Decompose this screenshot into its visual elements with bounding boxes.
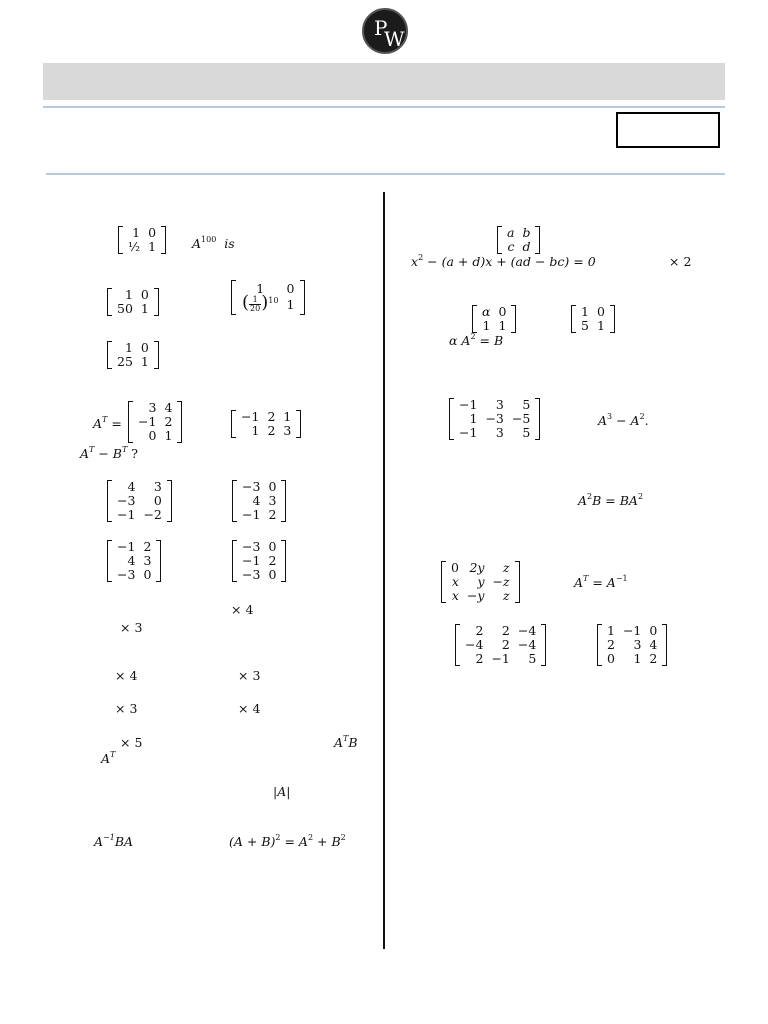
pw-logo	[362, 8, 408, 54]
cell: 0	[140, 287, 149, 302]
cell: 2	[164, 414, 173, 429]
cell: 2	[475, 623, 484, 638]
q2-at-matrix	[128, 401, 182, 443]
cell: −1	[117, 507, 136, 522]
cell: 1	[581, 304, 589, 319]
cell: 1	[132, 225, 141, 240]
cell: −1	[241, 409, 260, 424]
cell: 0	[140, 340, 149, 355]
cell: b	[522, 225, 531, 240]
cell: 1	[482, 318, 491, 333]
cell: 1	[140, 354, 149, 369]
cell: 1	[596, 318, 605, 333]
cell: 2	[607, 637, 615, 652]
cell: −3	[242, 479, 261, 494]
cell: 2	[501, 637, 510, 652]
r2-relation: α $A^2 = B$	[449, 332, 504, 348]
cell: x	[451, 588, 459, 603]
q4-at: $A^T$	[101, 750, 116, 766]
r5-option-b-matrix	[597, 624, 667, 666]
cell: −y	[466, 588, 485, 603]
r5-condition: $A^T = A^{-1}$	[574, 574, 628, 590]
cell: x	[451, 574, 459, 589]
r5-option-a-matrix	[455, 624, 546, 666]
cell: 1	[140, 301, 149, 316]
cell: 1	[283, 409, 292, 424]
r2-matrix-alpha	[472, 305, 516, 333]
cell: 1	[498, 318, 507, 333]
q1-option-c-matrix	[107, 341, 159, 369]
cell: 2	[268, 553, 277, 568]
cell: 3	[148, 400, 157, 415]
cell: −3	[242, 539, 261, 554]
q4-atb: $A^TB$	[334, 734, 358, 750]
cell: 2	[267, 409, 276, 424]
cell: 4	[164, 400, 173, 415]
q3-option-b-order1: × 3	[238, 668, 261, 683]
cell: 4	[649, 637, 658, 652]
cell: 0	[596, 304, 605, 319]
cell: −1	[242, 507, 261, 522]
cell: −z	[492, 574, 510, 589]
cell: α	[482, 304, 491, 319]
cell: 4	[127, 479, 136, 494]
q4-order-x5: × 5	[120, 735, 143, 750]
cell: 1	[469, 411, 478, 426]
cell: 1	[286, 296, 295, 312]
q1-matrix	[118, 226, 166, 254]
cell: 3	[143, 553, 152, 568]
cell: 1	[148, 239, 157, 254]
cell: 2	[143, 539, 152, 554]
r2-matrix-b	[571, 305, 615, 333]
cell: 5	[522, 397, 531, 412]
q2-option-d-matrix	[232, 540, 286, 582]
cell: ½	[128, 239, 141, 254]
cell: 5	[581, 318, 589, 333]
cell: −3	[117, 493, 136, 508]
cell: −1	[459, 397, 478, 412]
cell: d	[522, 239, 531, 254]
cell: z	[502, 588, 510, 603]
q3-option-a-order1: × 4	[115, 668, 138, 683]
q2-option-a-matrix	[107, 480, 172, 522]
cell: 1	[124, 287, 133, 302]
cell: −1	[117, 539, 136, 554]
q6-inverse-expression: $A^{-1}BA$	[94, 833, 134, 849]
cell: −1	[622, 623, 642, 638]
cell: −1	[138, 414, 157, 429]
cell: 1	[633, 651, 642, 666]
cell: 4	[127, 553, 136, 568]
r5-matrix	[441, 561, 520, 603]
cell: 0	[286, 281, 295, 296]
q2-option-c-matrix	[107, 540, 161, 582]
cell: 2y	[469, 560, 485, 575]
cell: −4	[517, 623, 537, 638]
cell: 5	[528, 651, 537, 666]
cell: 3	[268, 493, 277, 508]
cell: −3	[242, 567, 261, 582]
cell: 0	[153, 493, 162, 508]
cell: −3	[485, 411, 504, 426]
cell: 2	[267, 423, 276, 438]
cell: 2	[475, 651, 484, 666]
cell: 3	[495, 397, 504, 412]
cell: 1	[256, 281, 265, 296]
q2-option-b-matrix	[232, 480, 286, 522]
cell: 2	[268, 507, 277, 522]
header-rule-bottom	[46, 173, 725, 175]
r1-equation: $x^2 - (a + d)x + (ad - bc) = 0$	[411, 253, 596, 269]
cell: −4	[465, 637, 484, 652]
cell: −3	[117, 567, 136, 582]
q2-question: $A^T - B^T$ ?	[80, 445, 139, 461]
q1-option-b-matrix	[231, 280, 305, 315]
q6-square-expression: $(A + B)^2 = A^2 + B^2$	[229, 833, 346, 849]
header-rule-top	[43, 106, 725, 108]
logo-letter-w: W	[384, 27, 405, 51]
cell: 1	[607, 623, 615, 638]
column-divider	[383, 192, 385, 949]
cell: 1	[164, 428, 173, 443]
cell: 0	[498, 304, 507, 319]
cell: −4	[517, 637, 537, 652]
q2-at-label: $A^T$ =	[93, 415, 122, 431]
cell: 3	[283, 423, 292, 438]
r4-equation: $A^2B = BA^2$	[578, 492, 644, 508]
cell-fraction-power: ( $\frac{1}{20}$ )$^{10}$	[242, 292, 279, 313]
cell: 0	[268, 479, 277, 494]
q3-option-c-order: × 3	[115, 701, 138, 716]
cell: −2	[143, 507, 162, 522]
cell: 0	[268, 539, 277, 554]
cell: 0	[148, 428, 157, 443]
cell: 25	[117, 354, 133, 369]
q5-determinant: |A|	[273, 784, 291, 799]
cell: 0	[148, 225, 157, 240]
cell: 0	[268, 567, 277, 582]
q1-expression: $A^{100}$ is	[192, 235, 235, 251]
q2-b-matrix	[231, 410, 301, 438]
cell: 0	[143, 567, 152, 582]
r3-matrix	[449, 398, 540, 440]
cell: −1	[459, 425, 478, 440]
r1-matrix	[497, 226, 540, 254]
cell: c	[507, 239, 515, 254]
cell: z	[502, 560, 510, 575]
q3-order-x3: × 3	[120, 620, 143, 635]
cell: −5	[511, 411, 531, 426]
q3-order-x4: × 4	[231, 602, 254, 617]
cell: y	[477, 574, 485, 589]
cell: 2	[649, 651, 658, 666]
cell: 3	[633, 637, 642, 652]
cell: −1	[242, 553, 261, 568]
header-band	[43, 63, 725, 100]
cell: 0	[649, 623, 658, 638]
r3-expression: $A^3 - A^2$.	[598, 412, 649, 428]
cell: 50	[117, 301, 133, 316]
cell: 3	[153, 479, 162, 494]
cell: 0	[607, 651, 615, 666]
logo-letter-p: P	[374, 16, 388, 40]
cell: 2	[501, 623, 510, 638]
r1-order: × 2	[669, 254, 692, 269]
cell: 0	[451, 560, 459, 575]
q1-option-a-matrix	[107, 288, 159, 316]
cell: −1	[491, 651, 510, 666]
cell: 1	[251, 423, 260, 438]
cell: 5	[522, 425, 531, 440]
cell: 3	[495, 425, 504, 440]
cell: a	[507, 225, 515, 240]
q3-option-d-order: × 4	[238, 701, 261, 716]
cell: 4	[252, 493, 261, 508]
cell: 1	[124, 340, 133, 355]
empty-score-box	[616, 112, 720, 148]
